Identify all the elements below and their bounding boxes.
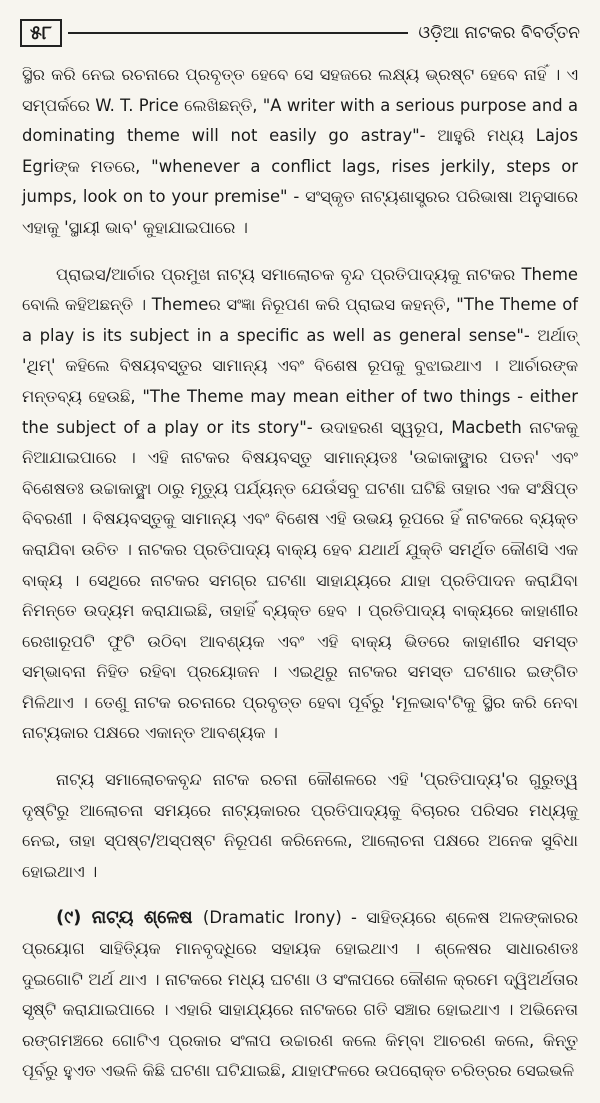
paragraph-1: ସ୍ଥିର କରି ନେଇ ରଚନାରେ ପ୍ରବୃତ୍ତ ହେବେ ସେ ସହଜରେ ଲକ୍ଷ୍ୟ ଭ୍ରଷ୍ଟ ହେବେ ନାହିଁ । ଏ ସମ୍ପର୍କରେ W. T. Price ଲେଖିଛନ୍ତି, "A writer with a serious purpose and a dominating theme will not easily go astray"- ଆହୁରି ମଧ୍ୟ Lajos Egriଙ୍କ ମତରେ, "whenever a conflict lags, rises jerkily, steps or jumps, look on to your premise" - ସଂସ୍କୃତ ନାଟ୍ୟଶାସ୍ତ୍ରର ପରିଭାଷା ଅନୁସାରେ ଏହାକୁ 'ସ୍ଥାୟୀ ଭାବ' କୁହାଯାଇପାରେ । [22, 65, 578, 237]
running-title: ଓଡ଼ିଆ ନାଟକର ବିବର୍ତ୍ତନ [418, 23, 580, 43]
page-header [20, 18, 580, 48]
paragraph-2: ପ୍ରାଇସ/ଆର୍ଚାର ପ୍ରମୁଖ ନାଟ୍ୟ ସମାଲୋଚକ ବୃନ୍ଦ ପ୍ରତିପାଦ୍ୟକୁ ନାଟକର Theme ବୋଲି କହିଅଛନ୍ତି । Themeର ସଂଜ୍ଞା ନିରୂପଣ କରି ପ୍ରାଇସ କହନ୍ତି, "The Theme of a play is its subject in a specific as well as general sense"- ଅର୍ଥାତ୍ 'ଥିମ୍' କହିଲେ ବିଷୟବସ୍ତୁର ସାମାନ୍ୟ ଏବଂ ବିଶେଷ ରୂପକୁ ବୁଝାଇଥାଏ । ଆର୍ଚାରଙ୍କ ମନ୍ତବ୍ୟ ହେଉଛି, "The Theme may mean either of two things - either the subject of a play or its story"- ଉଦାହରଣ ସ୍ୱରୂପ, Macbeth ନାଟକକୁ ନିଆଯାଇପାରେ । ଏହି ନାଟକର ବିଷୟବସ୍ତୁ ସାମାନ୍ୟତଃ 'ଉଚ୍ଚାକାଙ୍କ୍ଷାର ପତନ' ଏବଂ ବିଶେଷତଃ ଉଚ୍ଚାକାଙ୍କ୍ଷା ଠାରୁ ମୃତ୍ୟୁ ପର୍ଯ୍ୟନ୍ତ ଯେଉଁସବୁ ଘଟଣା ଘଟିଛି ତାହାର ଏକ ସଂକ୍ଷିପ୍ତ ବିବରଣୀ । ବିଷୟବସ୍ତୁକୁ ସାମାନ୍ୟ ଏବଂ ବିଶେଷ ଏହି ଉଭୟ ରୂପରେ ହିଁ ନାଟକରେ ବ୍ୟକ୍ତ କରାଯିବା ଉଚିତ । ନାଟକର ପ୍ରତିପାଦ୍ୟ ବାକ୍ୟ ହେବ ଯଥାର୍ଥ ଯୁକ୍ତି ସମର୍ଥିତ କୌଣସି ଏକ ବାକ୍ୟ । ସେଥିରେ ନାଟକର ସମଗ୍ର ଘଟଣା ସାହାଯ୍ୟରେ ଯାହା ପ୍ରତିପାଦନ କରାଯିବା ନିମନ୍ତେ ଉଦ୍ୟମ କରାଯାଇଛି, ତାହାହିଁ ବ୍ୟକ୍ତ ହେବ । ପ୍ରତିପାଦ୍ୟ ବାକ୍ୟରେ କାହାଣୀର ରେଖାରୂପଟି ଫୁଟି ଉଠିବା ଆବଶ୍ୟକ ଏବଂ ଏହି ବାକ୍ୟ ଭିତରେ କାହାଣୀର ସମସ୍ତ ସମ୍ଭାବନା ନିହିତ ରହିବା ପ୍ରୟୋଜନ । ଏଇଥିରୁ ନାଟକର ସମସ୍ତ ଘଟଣାର ଇଙ୍ଗିତ ମିଳିଥାଏ । ତେଣୁ ନାଟକ ରଚନାରେ ପ୍ରବୃତ୍ତ ହେବା ପୂର୍ବରୁ 'ମୂଳଭାବ'ଟିକୁ ସ୍ଥିର କରି ନେବା ନାଟ୍ୟକାର ପକ୍ଷରେ ଏକାନ୍ତ ଆବଶ୍ୟକ । [22, 264, 578, 743]
section-text: - ସାହିତ୍ୟରେ ଶ୍ଳେଷ ଅଳଙ୍କାରର ପ୍ରୟୋଗ ସାହିତ୍ୟିକ ମାନବୃଦ୍ଧିରେ ସହାୟକ ହୋଇଥାଏ । ଶ୍ଳେଷର ସାଧାରଣତଃ ଦୁଇଗୋଟି ଅର୍ଥ ଥାଏ । ନାଟକରେ ମଧ୍ୟ ଘଟଣା ଓ ସଂଳାପରେ କୌଶଳ କ୍ରମେ ଦ୍ୱିଅର୍ଥତାର ସୃଷ୍ଟି କରାଯାଇପାରେ । ଏହାରି ସାହାଯ୍ୟରେ ନାଟକରେ ଗତି ସଞ୍ଚାର ହୋଇଥାଏ । ଅଭିନେତା ରଙ୍ଗମଞ୍ଚରେ ଗୋଟିଏ ପ୍ରକାର ସଂଳାପ ଉଚ୍ଚାରଣ କଲେ କିମ୍ବା ଆଚରଣ କଲେ, କିନ୍ତୁ ପୂର୍ବରୁ ହୁଏତ ଏଭଳି କିଛି ଘଟଣା ଘଟିଯାଇଛି, ଯାହାଫଳରେ ଉପରୋକ୍ତ ଚରିତ୍ରର ସେଇଭଳି [22, 908, 578, 1081]
header-rule [68, 32, 409, 34]
section-heading-english: (Dramatic Irony) [202, 908, 342, 928]
section-paragraph [22, 903, 578, 1087]
section-heading-odia: (୯) ନାଟ୍ୟ ଶ୍ଳେଷ [56, 907, 193, 929]
paragraph-3: ନାଟ୍ୟ ସମାଲୋଚକବୃନ୍ଦ ନାଟକ ରଚନା କୌଶଳରେ ଏହି 'ପ୍ରତିପାଦ୍ୟ'ର ଗୁରୁତ୍ୱ ଦୃଷ୍ଟିରୁ ଆଲୋଚନା ସମୟରେ ନାଟ୍ୟକାରର ପ୍ରତିପାଦ୍ୟକୁ ବିଚାରର ପରିସର ମଧ୍ୟକୁ ନେଇ, ତାହା ସ୍ପଷ୍ଟ/ଅସ୍ପଷ୍ଟ ନିରୂପଣ କରିନେଲେ, ଆଲୋଚନା ପକ୍ଷରେ ଅନେକ ସୁବିଧା ହୋଇଥାଏ । [22, 770, 578, 881]
section-heading [56, 907, 342, 928]
page-number: ୫୮ [20, 19, 62, 47]
body-text [22, 60, 578, 1103]
